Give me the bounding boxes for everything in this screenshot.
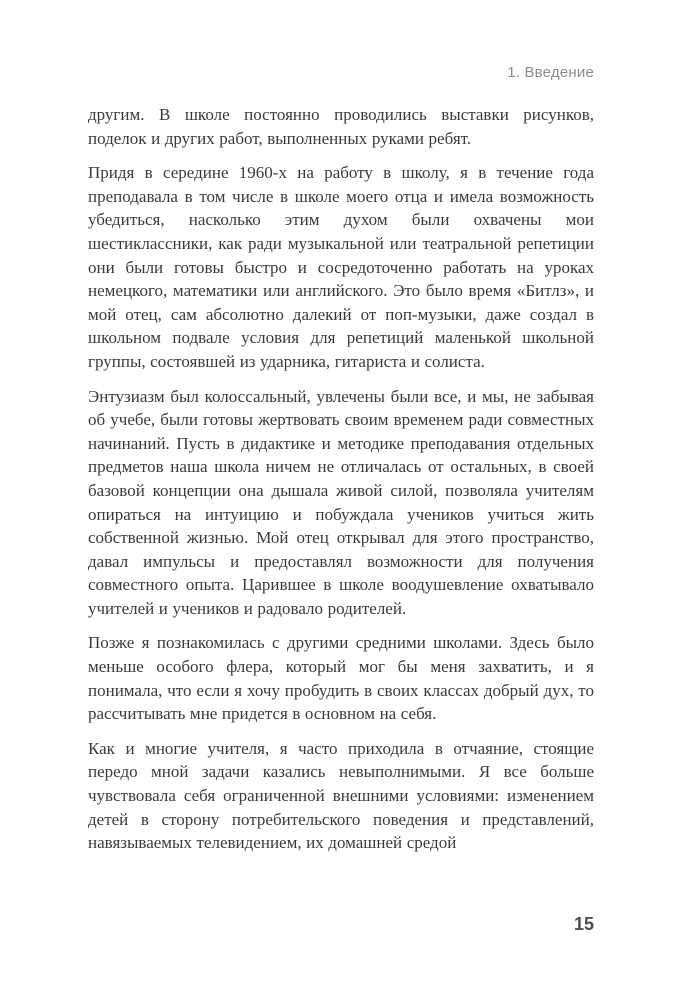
running-header: 1. Введение xyxy=(507,64,594,81)
paragraph: Позже я познакомилась с другими средними школами. Здесь было меньше особого флера, который мог бы меня захватить, и я понимала, что если я хочу пробудить в своих классах добрый дух, то рассчитывать мне придется в основном на себя. xyxy=(88,633,594,724)
page-number: 15 xyxy=(573,914,594,934)
paragraph: Энтузиазм был колоссальный, увлечены были все, и мы, не забывая об учебе, были готовы жертвовать своим временем ради совместных начинаний. Пусть в дидактике и методике преподавания отдельных предметов наша школа ничем не отличалась от остальных, в своей базовой концепции она дышала живой силой, позволяла учителям опираться на интуицию и побуждала учеников учиться жить собственной жизнью. Мой отец открывал для этого пространство, давал импульсы и предоставлял возможности для получения совместного опыта. Царившее в школе воодушевление охватывало учителей и учеников и радовало родителей. xyxy=(88,386,594,618)
paragraph: Придя в середине 1960-х на работу в школу, я в течение года преподавала в том числе в школе моего отца и имела возможность убедиться, насколько этим духом были охвачены мои шестиклассники, как ради музыкальной или театральной репетиции они были готовы быстро и сосредоточенно работать на уроках немецкого, математики или английского. Это было время «Битлз», и мой отец, сам абсолютно далекий от поп-музыки, даже создал в школьном подвале условия для репетиций маленькой школьной группы, состоявшей из ударника, гитариста и солиста. xyxy=(88,163,594,371)
paragraph: Как и многие учителя, я часто приходила в отчаяние, стоящие передо мной задачи казались невыполнимыми. Я все больше чувствовала себя ограниченной внешними условиями: изменением детей в сторону потребительского поведения и представлений, навязываемых телевидением, их домашней средой xyxy=(88,738,594,853)
paragraph: другим. В школе постоянно проводились выставки рисунков, поделок и других работ, выполненных руками ребят. xyxy=(88,105,594,148)
page-content xyxy=(88,103,594,855)
